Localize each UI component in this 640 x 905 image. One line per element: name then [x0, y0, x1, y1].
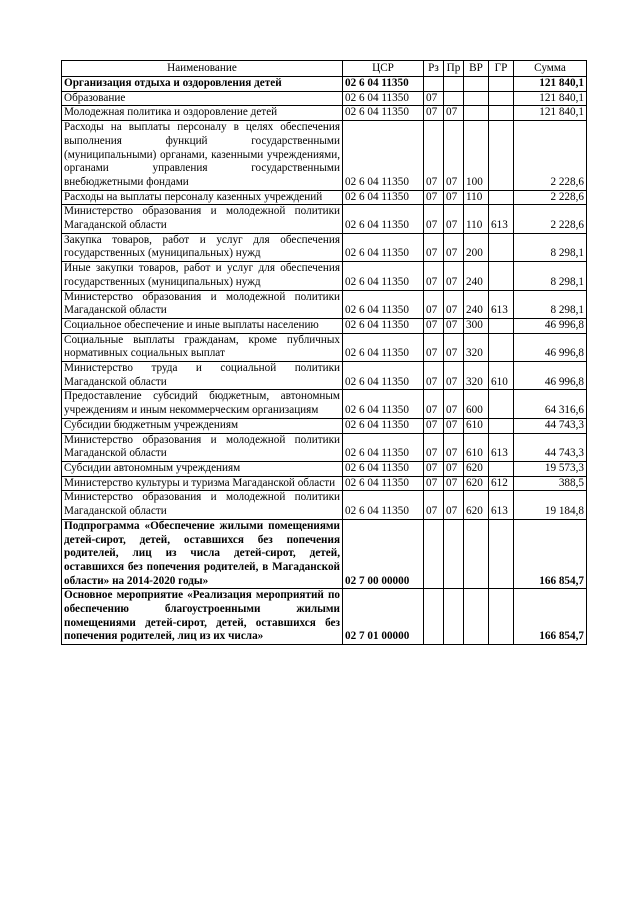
cell-sum: 44 743,3 [514, 418, 587, 433]
cell-gr [489, 519, 514, 589]
cell-csr: 02 6 04 11350 [343, 433, 424, 461]
cell-csr: 02 6 04 11350 [343, 290, 424, 318]
table-row [62, 91, 587, 106]
cell-name: Министерство образования и молодежной политики Магаданской области [62, 290, 343, 318]
budget-table [61, 60, 587, 645]
cell-csr: 02 6 04 11350 [343, 205, 424, 233]
cell-gr: 613 [489, 205, 514, 233]
cell-name: Закупка товаров, работ и услуг для обеспечения государственных (муниципальных) нужд [62, 233, 343, 261]
table-row [62, 318, 587, 333]
cell-pr [444, 519, 464, 589]
cell-vr [464, 77, 489, 92]
cell-pr: 07 [444, 491, 464, 519]
cell-pr: 07 [444, 418, 464, 433]
cell-rz: 07 [424, 262, 444, 290]
cell-pr: 07 [444, 121, 464, 191]
cell-gr [489, 106, 514, 121]
cell-name: Образование [62, 91, 343, 106]
table-row [62, 333, 587, 361]
cell-pr: 07 [444, 333, 464, 361]
cell-name: Организация отдыха и оздоровления детей [62, 77, 343, 92]
cell-sum: 8 298,1 [514, 233, 587, 261]
table-row [62, 121, 587, 191]
header-name: Наименование [62, 61, 343, 77]
cell-gr: 613 [489, 433, 514, 461]
table-row [62, 77, 587, 92]
cell-rz: 07 [424, 390, 444, 418]
cell-sum: 121 840,1 [514, 77, 587, 92]
header-sum: Сумма [514, 61, 587, 77]
cell-sum: 166 854,7 [514, 519, 587, 589]
cell-gr: 612 [489, 476, 514, 491]
cell-sum: 121 840,1 [514, 91, 587, 106]
header-gr: ГР [489, 61, 514, 77]
cell-gr [489, 333, 514, 361]
cell-name: Расходы на выплаты персоналу в целях обеспечения выполнения функций государственными (муниципальными) органами, казенными учреждениями, органами управления государственными внебюджетными фондами [62, 121, 343, 191]
cell-vr: 600 [464, 390, 489, 418]
cell-name: Министерство образования и молодежной политики Магаданской области [62, 205, 343, 233]
cell-pr: 07 [444, 318, 464, 333]
cell-sum: 166 854,7 [514, 589, 587, 645]
cell-vr: 320 [464, 362, 489, 390]
cell-sum: 8 298,1 [514, 290, 587, 318]
cell-rz: 07 [424, 476, 444, 491]
cell-csr: 02 7 01 00000 [343, 589, 424, 645]
cell-gr [489, 461, 514, 476]
cell-vr [464, 91, 489, 106]
cell-csr: 02 6 04 11350 [343, 91, 424, 106]
cell-vr: 240 [464, 262, 489, 290]
cell-csr: 02 6 04 11350 [343, 362, 424, 390]
cell-vr: 610 [464, 418, 489, 433]
table-row [62, 362, 587, 390]
cell-pr: 07 [444, 390, 464, 418]
table-row [62, 190, 587, 205]
cell-name: Расходы на выплаты персоналу казенных учреждений [62, 190, 343, 205]
cell-pr: 07 [444, 461, 464, 476]
cell-rz [424, 77, 444, 92]
cell-rz: 07 [424, 362, 444, 390]
cell-gr: 613 [489, 290, 514, 318]
cell-rz: 07 [424, 190, 444, 205]
cell-pr: 07 [444, 433, 464, 461]
cell-csr: 02 6 04 11350 [343, 106, 424, 121]
cell-pr [444, 91, 464, 106]
cell-gr [489, 390, 514, 418]
cell-gr [489, 233, 514, 261]
cell-sum: 121 840,1 [514, 106, 587, 121]
cell-name: Подпрограмма «Обеспечение жилыми помещениями детей-сирот, детей, оставшихся без попечения родителей, лиц из числа детей-сирот, детей, оставшихся без попечения родителей, в Магаданской области» на 2014-2020 годы» [62, 519, 343, 589]
cell-rz: 07 [424, 418, 444, 433]
table-row [62, 418, 587, 433]
cell-csr: 02 6 04 11350 [343, 190, 424, 205]
cell-pr: 07 [444, 205, 464, 233]
cell-name: Основное мероприятие «Реализация мероприятий по обеспечению благоустроенными жилыми помещениями детей-сирот, детей, оставшихся без попечения родителей, лиц из их числа» [62, 589, 343, 645]
cell-sum: 64 316,6 [514, 390, 587, 418]
table-row [62, 106, 587, 121]
cell-rz: 07 [424, 461, 444, 476]
cell-vr: 620 [464, 476, 489, 491]
cell-pr: 07 [444, 290, 464, 318]
cell-rz: 07 [424, 491, 444, 519]
table-body [62, 77, 587, 645]
cell-vr: 620 [464, 491, 489, 519]
cell-sum: 46 996,8 [514, 333, 587, 361]
cell-gr [489, 318, 514, 333]
cell-rz: 07 [424, 333, 444, 361]
cell-rz: 07 [424, 290, 444, 318]
cell-vr [464, 519, 489, 589]
cell-csr: 02 6 04 11350 [343, 390, 424, 418]
table-row [62, 233, 587, 261]
cell-sum: 19 573,3 [514, 461, 587, 476]
table-row [62, 433, 587, 461]
table-row [62, 519, 587, 589]
cell-pr: 07 [444, 476, 464, 491]
table-row [62, 262, 587, 290]
cell-rz: 07 [424, 318, 444, 333]
cell-gr [489, 91, 514, 106]
cell-csr: 02 6 04 11350 [343, 318, 424, 333]
cell-rz: 07 [424, 121, 444, 191]
cell-sum: 8 298,1 [514, 262, 587, 290]
cell-pr: 07 [444, 262, 464, 290]
cell-vr [464, 106, 489, 121]
cell-csr: 02 6 04 11350 [343, 418, 424, 433]
table-row [62, 461, 587, 476]
cell-sum: 46 996,8 [514, 318, 587, 333]
cell-sum: 46 996,8 [514, 362, 587, 390]
cell-sum: 2 228,6 [514, 190, 587, 205]
cell-name: Субсидии бюджетным учреждениям [62, 418, 343, 433]
cell-vr: 610 [464, 433, 489, 461]
cell-sum: 19 184,8 [514, 491, 587, 519]
cell-gr [489, 121, 514, 191]
cell-gr [489, 77, 514, 92]
cell-vr: 620 [464, 461, 489, 476]
cell-rz: 07 [424, 91, 444, 106]
cell-rz: 07 [424, 205, 444, 233]
cell-csr: 02 6 04 11350 [343, 77, 424, 92]
table-row [62, 476, 587, 491]
table-row [62, 589, 587, 645]
table-row [62, 290, 587, 318]
header-pr: Пр [444, 61, 464, 77]
cell-csr: 02 6 04 11350 [343, 121, 424, 191]
cell-vr: 200 [464, 233, 489, 261]
cell-csr: 02 6 04 11350 [343, 333, 424, 361]
cell-sum: 2 228,6 [514, 205, 587, 233]
cell-sum: 388,5 [514, 476, 587, 491]
cell-pr: 07 [444, 190, 464, 205]
cell-name: Министерство труда и социальной политики Магаданской области [62, 362, 343, 390]
cell-name: Министерство образования и молодежной политики Магаданской области [62, 491, 343, 519]
cell-pr: 07 [444, 233, 464, 261]
cell-rz: 07 [424, 233, 444, 261]
header-vr: ВР [464, 61, 489, 77]
cell-name: Министерство культуры и туризма Магаданской области [62, 476, 343, 491]
cell-vr [464, 589, 489, 645]
cell-rz: 07 [424, 433, 444, 461]
cell-sum: 2 228,6 [514, 121, 587, 191]
cell-vr: 110 [464, 190, 489, 205]
cell-pr [444, 589, 464, 645]
header-rz: Рз [424, 61, 444, 77]
cell-csr: 02 6 04 11350 [343, 461, 424, 476]
cell-rz: 07 [424, 106, 444, 121]
cell-sum: 44 743,3 [514, 433, 587, 461]
table-header-row [62, 61, 587, 77]
cell-gr [489, 418, 514, 433]
cell-name: Молодежная политика и оздоровление детей [62, 106, 343, 121]
cell-pr [444, 77, 464, 92]
header-csr: ЦСР [343, 61, 424, 77]
cell-name: Иные закупки товаров, работ и услуг для обеспечения государственных (муниципальных) нужд [62, 262, 343, 290]
cell-csr: 02 6 04 11350 [343, 476, 424, 491]
table-row [62, 205, 587, 233]
cell-vr: 100 [464, 121, 489, 191]
table-row [62, 491, 587, 519]
cell-gr [489, 262, 514, 290]
cell-csr: 02 6 04 11350 [343, 491, 424, 519]
cell-name: Субсидии автономным учреждениям [62, 461, 343, 476]
cell-csr: 02 6 04 11350 [343, 262, 424, 290]
cell-gr [489, 190, 514, 205]
cell-rz [424, 519, 444, 589]
cell-gr [489, 589, 514, 645]
cell-name: Министерство образования и молодежной политики Магаданской области [62, 433, 343, 461]
cell-vr: 300 [464, 318, 489, 333]
cell-pr: 07 [444, 362, 464, 390]
cell-rz [424, 589, 444, 645]
cell-name: Социальные выплаты гражданам, кроме публичных нормативных социальных выплат [62, 333, 343, 361]
cell-vr: 240 [464, 290, 489, 318]
cell-gr: 613 [489, 491, 514, 519]
cell-vr: 110 [464, 205, 489, 233]
cell-gr: 610 [489, 362, 514, 390]
cell-name: Предоставление субсидий бюджетным, автономным учреждениям и иным некоммерческим организациям [62, 390, 343, 418]
table-row [62, 390, 587, 418]
cell-csr: 02 7 00 00000 [343, 519, 424, 589]
cell-name: Социальное обеспечение и иные выплаты населению [62, 318, 343, 333]
cell-vr: 320 [464, 333, 489, 361]
cell-csr: 02 6 04 11350 [343, 233, 424, 261]
cell-pr: 07 [444, 106, 464, 121]
